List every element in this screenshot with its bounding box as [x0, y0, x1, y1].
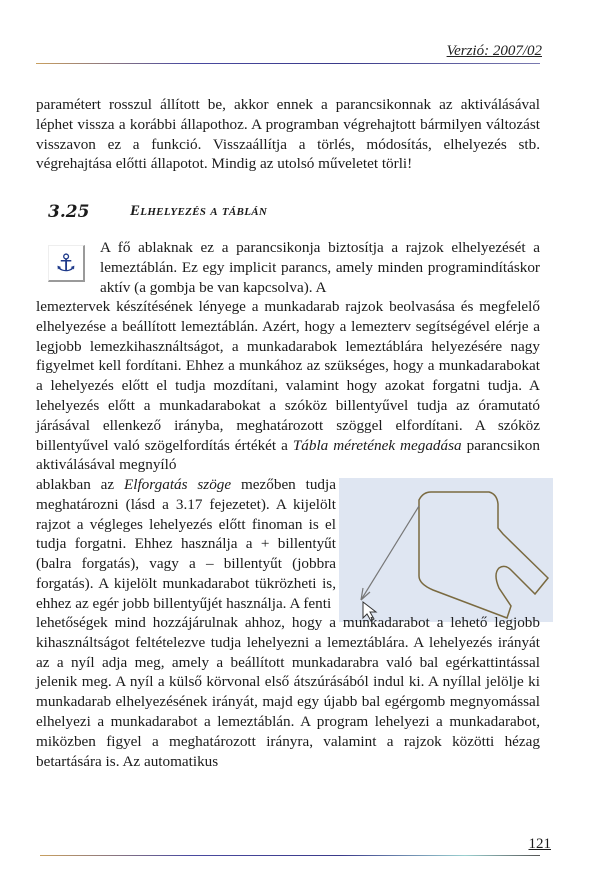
direction-arrow	[361, 506, 419, 600]
header-rule	[36, 63, 540, 64]
workpiece-drawing	[339, 478, 553, 622]
footer-rule	[40, 855, 540, 856]
placement-figure	[339, 478, 553, 622]
anchor-icon: ⚓	[55, 249, 77, 277]
body-paragraph-part-c	[36, 475, 336, 614]
text: ablakban az	[36, 476, 124, 493]
text: lemeztervek készítésének lényege a munkadarab rajzok beolvasása és megfelelő elhelyezése a beállított lemeztáblán. Azért, hogy a lemezterv segítségével elérje a legjobb lemezkihasználtságot, a munkadarabok lemeztáblára helyezésére nagy figyelmet kell fordítani. Ehhez a munkához az szükséges, hogy a munkadarabokat a lehelyezés előtt el tudja mozdítani, valamint hogy azokat forgatni tudja. A lehelyezés előtt a munkadarabokat a szóköz billentyűvel tudja az óramutató járásával ellenkező irányba, meghatározott szöggel elfordítani. A szóköz billentyűvel való szögelfordítás értékét a	[36, 298, 540, 454]
body-paragraph-part-b	[36, 297, 540, 475]
text: parancsikon aktiválásával megnyíló	[36, 436, 540, 474]
body-paragraph-part-a: A fő ablaknak ez a parancsikonja biztosítja a rajzok elhelyezését a lemeztáblán. Ez egy implicit parancs, amely minden programindításkor aktív (a gombja be van kapcsolva). A	[100, 239, 540, 296]
text: mezőben tudja meghatározni (lásd a 3.17 fejezetet). A kijelölt rajzot a végleges lehelyezés előtt finoman is el tudja forgatni. Ehhez használja a + billentyűt (balra forgatás), vagy a – billentyűt (jobbra forgatás). A kijelölt munkadarabot tükrözheti is, ehhez az egér jobb billentyűjét használja. A fenti	[36, 476, 336, 612]
page-number: 121	[528, 836, 551, 852]
version-label: Verzió: 2007/02	[446, 43, 542, 59]
body-paragraph-part-d: lehetőségek mind hozzájárulnak ahhoz, hogy a munkadarabot a lehető legjobb kihasználtságot feltételezve tudja lehelyezni a lemeztáblára. A lehelyezés irányát az a nyíl adja meg, amely a beállított munkadarabra való bal egérkattintással jelenik meg. A nyíl a külső körvonal első átszúrásából indul ki. A nyíllal jelölje ki munkadarab elhelyezésének irányát, majd egy újabb bal egérgomb megnyomással elhelyezi a munkadarabot a lemeztáblán. A program lehelyezi a munkadarabot, miközben figyel a meghatározott irányra, valamint a rajzok közötti hézag betartására is. Az automatikus	[36, 614, 540, 770]
section-number: 3.25	[48, 202, 90, 222]
intro-paragraph: paramétert rosszul állított be, akkor ennek a parancsikonnak az aktiválásával léphet vissza a korábbi állapothoz. A programban végrehajtott bármilyen változást visszavon ez a funkció. Visszaállítja a törlés, módosítás, elhelyezés stb. végrehajtása előtti állapotot. Mindig az utolsó műveletet törli!	[36, 96, 540, 173]
italic-term: Tábla méretének megadása	[292, 436, 462, 454]
workpiece-outline	[419, 492, 548, 618]
italic-term: Elforgatás szöge	[123, 476, 232, 493]
anchor-button	[48, 245, 85, 282]
arrow-head-icon	[361, 588, 370, 600]
section-title: Elhelyezés a táblán	[130, 203, 268, 219]
